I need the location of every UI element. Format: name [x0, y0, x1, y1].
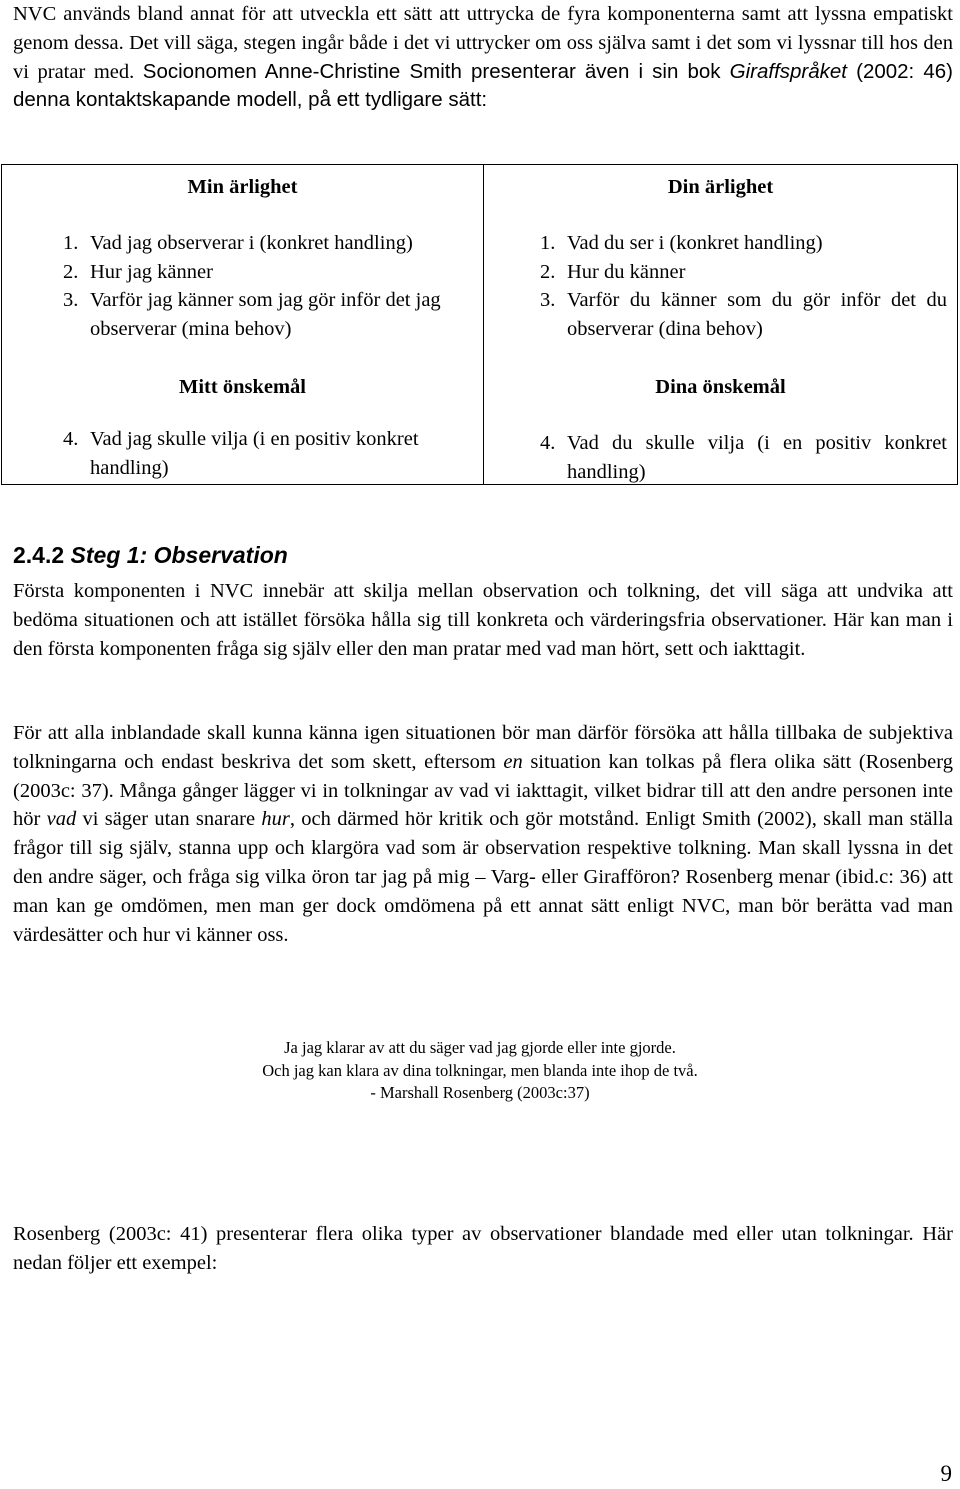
- paragraph-observation-intro: Första komponenten i NVC innebär att skilja mellan observation och tolkning, det vill säga att undvika att bedöma situationen och att istället försöka hålla sig till konkreta och värderingsfria observationer. Här kan man i den första komponenten fråga sig själv eller den man pratar med vad man hört, sett och iakttagit.: [13, 580, 953, 660]
- section-title: Steg 1: Observation: [70, 542, 288, 568]
- list-item: 3. Varför jag känner som jag gör inför det jag observerar (mina behov): [63, 289, 441, 340]
- quote-line: Och jag kan klara av dina tolkningar, men blanda inte ihop de två.: [262, 1060, 698, 1080]
- paragraph-rosenberg-examples: Rosenberg (2003c: 41) presenterar flera olika typer av observationer blandade med eller utan tolkningar. Här nedan följer ett exempel:: [13, 1223, 953, 1274]
- list-item: 4. Vad jag skulle vilja (i en positiv konkret handling): [63, 428, 419, 479]
- list-item: 2. Hur du känner: [540, 260, 686, 283]
- quote-attribution: - Marshall Rosenberg (2003c:37): [370, 1083, 590, 1102]
- intro-text-2: Socionomen Anne-Christine Smith presenterar även i sin bok: [142, 59, 730, 83]
- section-number: 2.4.2: [13, 542, 65, 568]
- left-list-item4: [63, 425, 453, 482]
- column-subheading: Dina önskemål: [655, 376, 786, 398]
- nvc-model-table: [1, 164, 958, 485]
- column-heading: Min ärlighet: [187, 176, 298, 198]
- list-item: 1. Vad du ser i (konkret handling): [540, 232, 823, 254]
- quote-block: [0, 1037, 960, 1105]
- list-item: 4. Vad du skulle vilja (i en positiv konkret handling): [540, 432, 947, 483]
- right-list-item4: [540, 429, 947, 486]
- table-column-din-arlighet: [484, 165, 957, 484]
- left-list: [63, 229, 453, 343]
- intro-text-3: (2002: 46) denna kontaktskapande modell, på ett tydligare sätt:: [13, 59, 953, 112]
- list-item: 1. Vad jag observerar i (konkret handling): [63, 232, 413, 254]
- list-item: 2. Hur jag känner: [63, 260, 213, 283]
- intro-text-1: NVC används bland annat för att utveckla ett sätt att uttrycka de fyra komponenterna samt att lyssna empatiskt genom dessa. Det vill säga, stegen ingår både i det vi uttrycker om oss själva samt i det som vi lyssnar till hos den vi pratar med.: [13, 3, 953, 83]
- column-subheading: Mitt önskemål: [179, 376, 306, 398]
- table-column-min-arlighet: [2, 165, 484, 484]
- section-heading: [13, 540, 288, 570]
- right-list: [540, 229, 947, 343]
- list-item: 3. Varför du känner som du gör inför det du observerar (dina behov): [540, 289, 947, 340]
- quote-line: Ja jag klarar av att du säger vad jag gjorde eller inte gjorde.: [284, 1038, 676, 1057]
- column-heading: Din ärlighet: [667, 176, 774, 198]
- intro-paragraph: [13, 0, 953, 115]
- book-title: Giraffspråket: [729, 59, 847, 83]
- page-number: 9: [940, 1461, 952, 1486]
- paragraph-observation-details: För att alla inblandade skall kunna känna igen situationen bör man därför försöka att hålla tillbaka de subjektiva tolkningarna och endast beskriva det som skett, eftersom en situation kan tolkas på flera olika sätt (Rosenberg (2003c: 37). Många gånger lägger vi in tolkningar av vad vi iakttagit, vilket bidrar till att den andre personen inte hör vad vi säger utan snarare hur, och därmed hör kritik och gör motstånd. Enligt Smith (2002), skall man ställa frågor till sig själv, stanna upp och klargöra vad som är observation respektive tolkning. Man skall lyssna in det den andre säger, och fråga sig vilka öron tar jag på mig – Varg- eller Girafföron? Rosenberg menar (ibid.c: 36) att man kan ge omdömen, men man ger dock omdömena på ett annat sätt enligt NVC, man bör berätta vad man värdesätter och hur vi känner oss.: [13, 722, 953, 946]
